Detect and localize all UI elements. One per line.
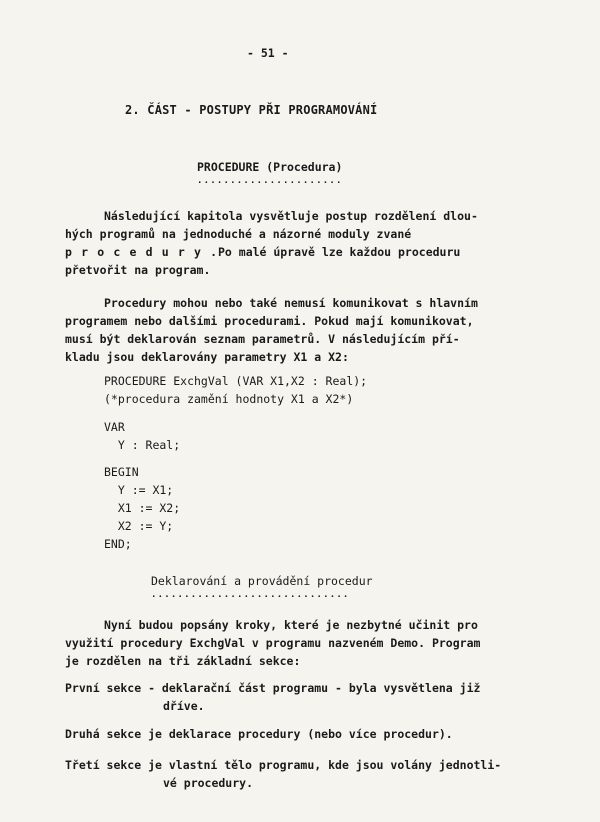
code-line: END; [104, 537, 132, 551]
section-heading: PROCEDURE (Procedura) [197, 160, 343, 174]
code-line: X2 := Y; [104, 519, 174, 533]
paragraph-line: využití procedury ExchgVal v programu nazveném Demo. Program [65, 636, 481, 650]
section-heading-underline: .............................. [151, 590, 350, 600]
list-item: První sekce - deklarační část programu - byla vysvětlena již [65, 681, 481, 695]
paragraph-line: musí být deklarován seznam parametrů. V následujícím pří- [65, 332, 460, 346]
code-line: BEGIN [104, 465, 139, 479]
list-item-continuation: vé procedury. [163, 776, 254, 790]
paragraph-line: hých programů na jednoduché a názorné moduly zvané [65, 227, 412, 241]
spaced-word-procedury: procedury. [65, 245, 227, 259]
paragraph-line: Nyní budou popsány kroky, které je nezbytné učinit pro [104, 618, 478, 632]
code-line: Y := X1; [104, 483, 174, 497]
paragraph-line: Následující kapitola vysvětluje postup rozdělení dlou- [104, 209, 478, 223]
list-item-continuation: dříve. [163, 699, 205, 713]
list-item: Třetí sekce je vlastní tělo programu, kde jsou volány jednotli- [65, 758, 502, 772]
code-comment: (*procedura zamění hodnoty X1 a X2*) [104, 392, 354, 406]
paragraph-line: programem nebo dalšími procedurami. Pokud mají komunikovat, [65, 314, 474, 328]
code-line: Y : Real; [104, 438, 181, 452]
paragraph-line: přetvořit na program. [65, 263, 211, 277]
section-heading: Deklarování a provádění procedur [151, 574, 373, 588]
section-heading-underline: ...................... [197, 176, 343, 186]
paragraph-line: je rozdělen na tři základní sekce: [65, 654, 301, 668]
part-heading: 2. ČÁST - POSTUPY PŘI PROGRAMOVÁNÍ [125, 103, 378, 117]
code-line: X1 := X2; [104, 501, 181, 515]
list-item: Druhá sekce je deklarace procedury (nebo více procedur). [65, 727, 453, 741]
paragraph-line: Procedury mohou nebo také nemusí komunikovat s hlavním [104, 296, 478, 310]
code-line: PROCEDURE ExchgVal (VAR X1,X2 : Real); [104, 374, 368, 388]
page-number: - 51 - [247, 46, 289, 60]
code-line: VAR [104, 420, 125, 434]
paragraph-line: Po malé úpravě lze každou proceduru [218, 245, 461, 259]
paragraph-line: kladu jsou deklarovány parametry X1 a X2: [65, 350, 349, 364]
